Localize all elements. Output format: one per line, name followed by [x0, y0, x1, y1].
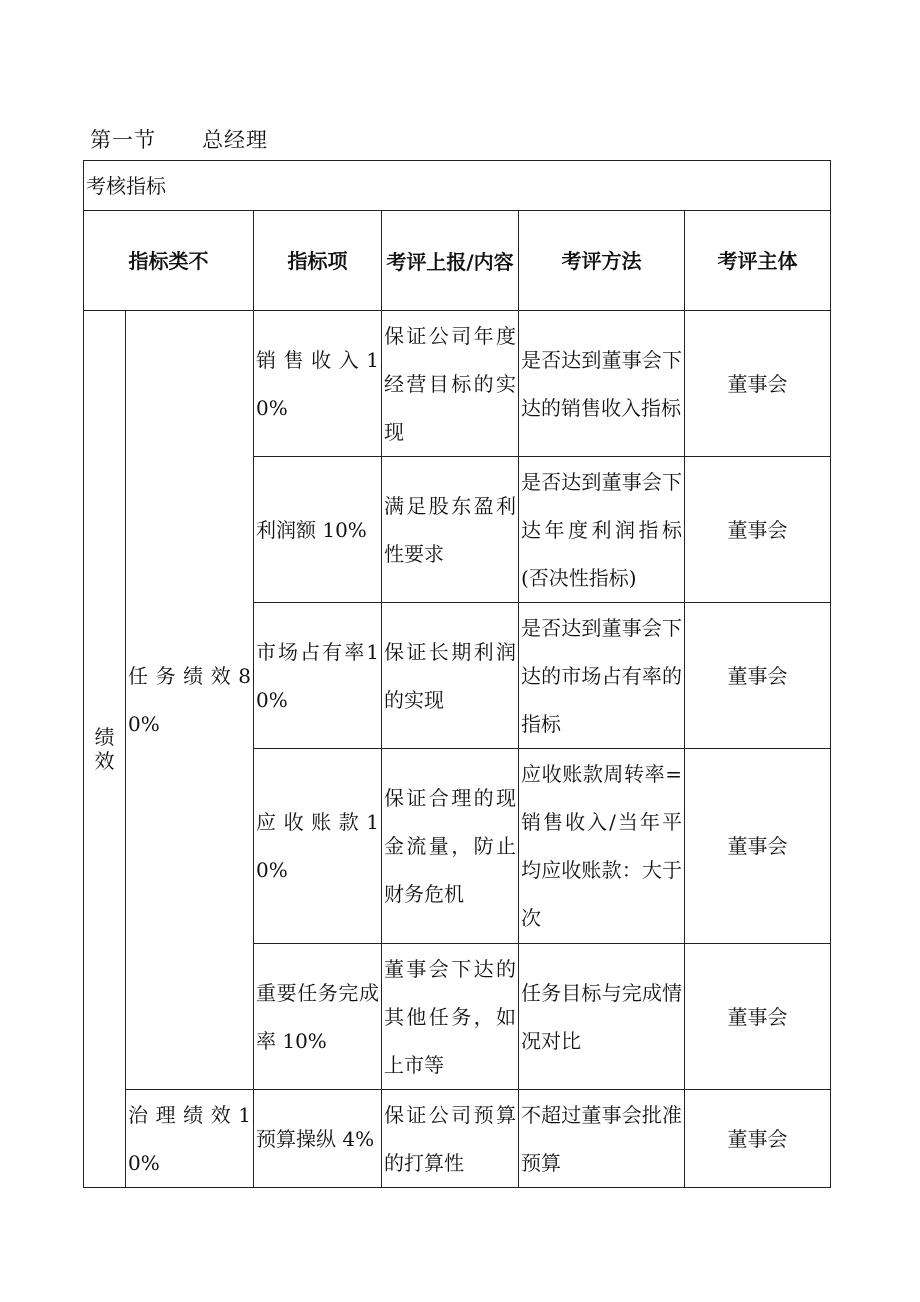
report-cell: 保证公司预算的打算性 [382, 1090, 519, 1188]
header-subject: 考评主体 [685, 211, 831, 311]
section-number: 第一节 [90, 128, 156, 152]
method-cell: 应收账款周转率=销售收入/当年平均应收账款：大于次 [519, 749, 685, 944]
subject-cell: 董事会 [685, 457, 831, 603]
method-cell: 是否达到董事会下达的销售收入指标 [519, 311, 685, 457]
table-row [84, 1090, 831, 1188]
subject-cell: 董事会 [685, 1090, 831, 1188]
report-cell: 保证合理的现金流量，防止财务危机 [382, 749, 519, 944]
report-cell: 董事会下达的其他任务，如上市等 [382, 944, 519, 1090]
table-caption: 考核指标 [84, 161, 831, 211]
report-cell: 保证长期利润的实现 [382, 603, 519, 749]
group-label: 绩效 [84, 311, 126, 1188]
item-cell: 预算操纵 4% [254, 1090, 382, 1188]
header-report: 考评上报/内容 [382, 211, 519, 311]
report-cell: 保证公司年度经营目标的实现 [382, 311, 519, 457]
subgroup-label: 治理绩效10% [126, 1090, 254, 1188]
method-cell: 不超过董事会批准预算 [519, 1090, 685, 1188]
subject-cell: 董事会 [685, 603, 831, 749]
subject-cell: 董事会 [685, 749, 831, 944]
assessment-table [83, 160, 831, 1188]
item-cell: 利润额 10% [254, 457, 382, 603]
subject-cell: 董事会 [685, 944, 831, 1090]
table-header-row [84, 211, 831, 311]
header-method: 考评方法 [519, 211, 685, 311]
header-category: 指标类不 [84, 211, 254, 311]
item-cell: 市场占有率10% [254, 603, 382, 749]
method-cell: 任务目标与完成情况对比 [519, 944, 685, 1090]
item-cell: 销售收入10% [254, 311, 382, 457]
subgroup-label: 任务绩效80% [126, 311, 254, 1090]
item-cell: 重要任务完成率 10% [254, 944, 382, 1090]
item-cell: 应收账款10% [254, 749, 382, 944]
method-cell: 是否达到董事会下达年度利润指标(否决性指标) [519, 457, 685, 603]
method-cell: 是否达到董事会下达的市场占有率的指标 [519, 603, 685, 749]
section-heading [90, 124, 268, 154]
subject-cell: 董事会 [685, 311, 831, 457]
report-cell: 满足股东盈利性要求 [382, 457, 519, 603]
table-row [84, 311, 831, 457]
header-item: 指标项 [254, 211, 382, 311]
section-title: 总经理 [202, 128, 269, 152]
